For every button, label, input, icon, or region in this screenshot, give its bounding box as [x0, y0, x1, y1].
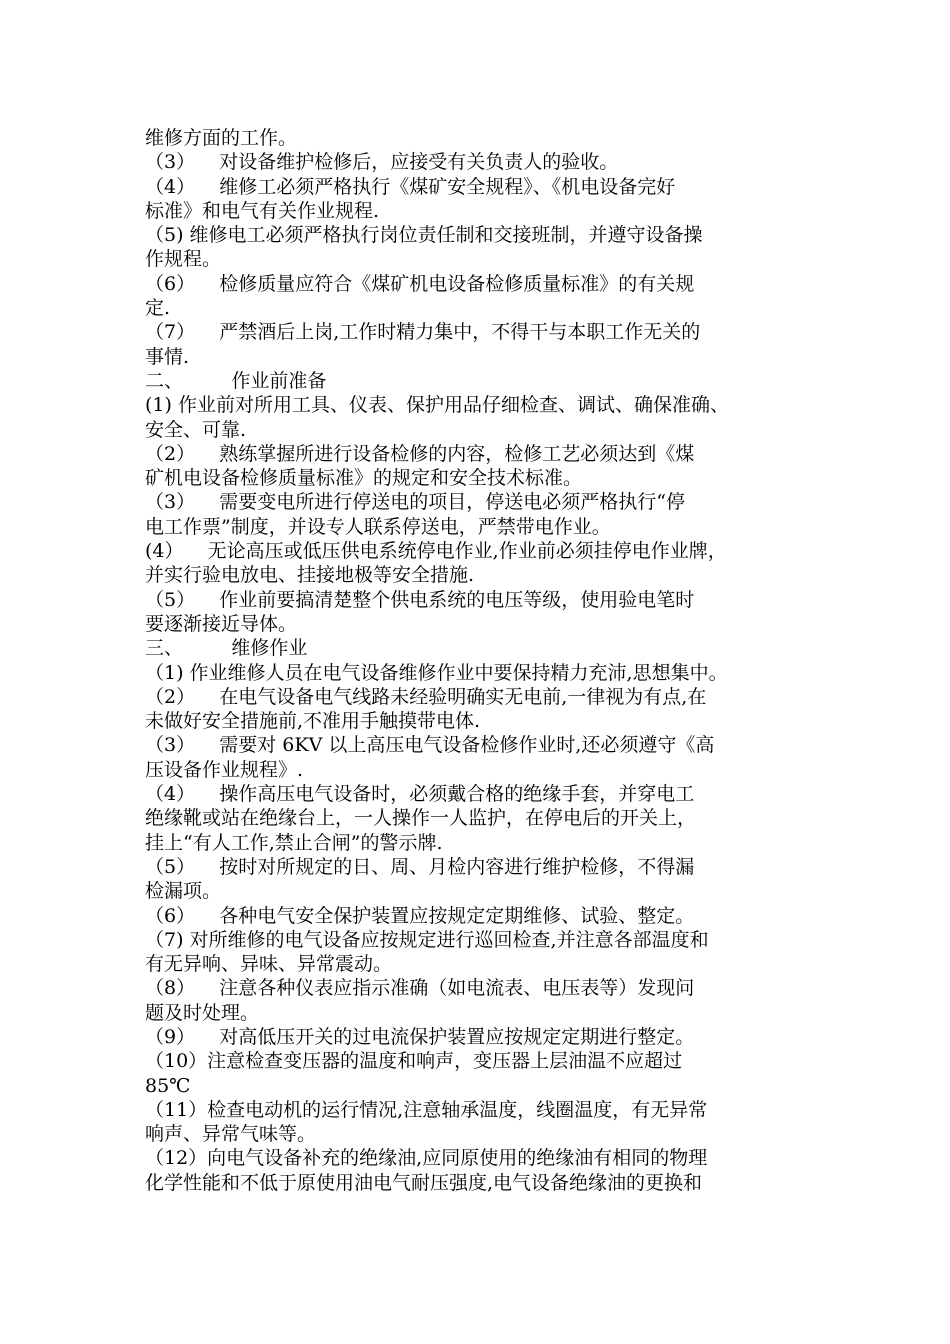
section-heading: 二、 作业前准备 — [145, 369, 327, 392]
text-line: （1) 作业维修人员在电气设备维修作业中要保持精力充沛,思想集中。 — [145, 661, 728, 684]
text-line: 未做好安全措施前,不准用手触摸带电体. — [145, 710, 481, 733]
text-line: 事情. — [145, 345, 190, 368]
text-line: （6） 检修质量应符合《煤矿机电设备检修质量标准》的有关规 — [145, 272, 695, 295]
text-line: 维修方面的工作。 — [145, 127, 298, 149]
text-line: （10）注意检查变压器的温度和响声，变压器上层油温不应超过 — [145, 1050, 683, 1073]
text-line: 定. — [145, 297, 171, 320]
text-line: (1) 作业前对所用工具、仪表、保护用品仔细检查、调试、确保准确、 — [145, 394, 729, 417]
text-line: （11）检查电动机的运行情况,注意轴承温度，线圈温度，有无异常 — [145, 1098, 708, 1121]
text-line: （5） 按时对所规定的日、周、月检内容进行维护检修，不得漏 — [145, 855, 695, 878]
text-line: （2） 熟练掌握所进行设备检修的内容，检修工艺必须达到《煤 — [145, 442, 695, 465]
text-line: 并实行验电放电、挂接地极等安全措施. — [145, 564, 475, 587]
text-line: 响声、异常气味等。 — [145, 1123, 317, 1146]
text-line: 标准》和电气有关作业规程. — [145, 199, 380, 222]
text-line: （2） 在电气设备电气线路未经验明确实无电前,一律视为有点,在 — [145, 685, 707, 708]
text-line: 绝缘靴或站在绝缘台上，一人操作一人监护，在停电后的开关上， — [145, 807, 697, 830]
text-line: （7) 对所维修的电气设备应按规定进行巡回检查,并注意各部温度和 — [145, 928, 709, 951]
text-line: （12）向电气设备补充的绝缘油,应同原使用的绝缘油有相同的物理 — [145, 1147, 708, 1170]
text-line: 有无异响、异味、异常震动。 — [145, 953, 393, 976]
text-line: （5) 维修电工必须严格执行岗位责任制和交接班制，并遵守设备操 — [145, 224, 703, 247]
text-line: （7） 严禁酒后上岗,工作时精力集中，不得干与本职工作无关的 — [145, 321, 701, 344]
text-line: 压设备作业规程》. — [145, 758, 304, 781]
text-line: 题及时处理。 — [145, 1001, 260, 1024]
text-line: （3） 需要变电所进行停送电的项目，停送电必须严格执行“停 — [145, 491, 685, 514]
text-line: （8） 注意各种仪表应指示准确（如电流表、电压表等）发现问 — [145, 977, 695, 1000]
text-line: （4） 维修工必须严格执行《煤矿安全规程》、《机电设备完好 — [145, 175, 676, 198]
text-line: 矿机电设备检修质量标准》的规定和安全技术标准。 — [145, 467, 583, 490]
text-line: 安全、可靠. — [145, 418, 247, 441]
document-page — [145, 126, 825, 1195]
text-line: （3） 需要对 6KV 以上高压电气设备检修作业时,还必须遵守《高 — [145, 734, 715, 757]
text-line: （5） 作业前要搞清楚整个供电系统的电压等级，使用验电笔时 — [145, 588, 695, 611]
text-line: （9） 对高低压开关的过电流保护装置应按规定定期进行整定。 — [145, 1025, 695, 1048]
text-line: (4） 无论高压或低压供电系统停电作业,作业前必须挂停电作业牌， — [145, 540, 727, 563]
text-line: 挂上“有人工作,禁止合闸”的警示牌. — [145, 831, 443, 854]
section-heading: 三、 维修作业 — [145, 637, 308, 660]
text-line: （4） 操作高压电气设备时，必须戴合格的绝缘手套，并穿电工 — [145, 783, 695, 806]
text-line: 作规程。 — [145, 248, 222, 271]
text-line: 检漏项。 — [145, 880, 222, 903]
text-line: 要逐渐接近导体。 — [145, 612, 298, 635]
text-line: （6） 各种电气安全保护装置应按规定定期维修、试验、整定。 — [145, 904, 695, 927]
text-line: （3） 对设备维护检修后，应接受有关负责人的验收。 — [145, 151, 619, 174]
text-line: 电工作票”制度，并设专人联系停送电，严禁带电作业。 — [145, 515, 611, 538]
text-line: 化学性能和不低于原使用油电气耐压强度,电气设备绝缘油的更换和 — [145, 1171, 703, 1194]
text-line: 85℃ — [145, 1074, 191, 1097]
